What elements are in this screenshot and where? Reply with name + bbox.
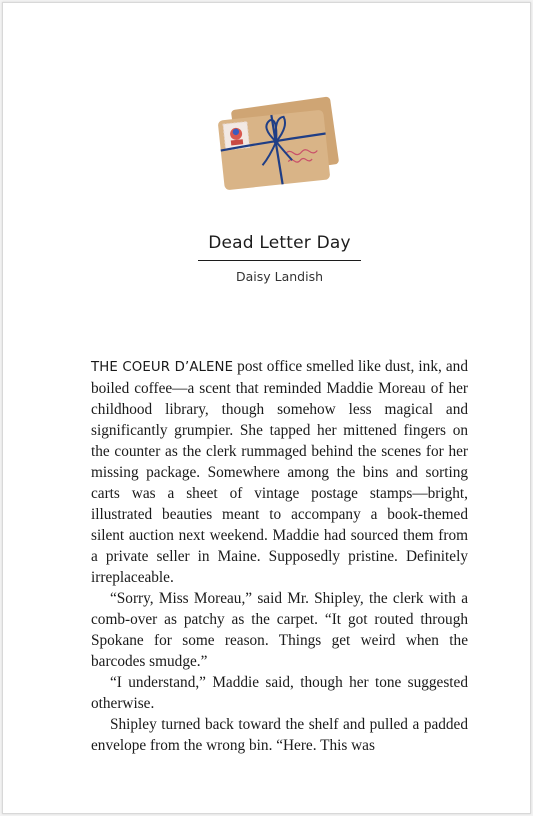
paragraph-1-text: post office smelled like dust, ink, and boiled coffee—a scent that reminded Maddie Moreau of her childhood library, though somehow less magical and significantly grumpier. She tapped her mittened fingers on the counter as the clerk rummaged behind the scenes for her missing package. Somewhere among the bins and sorting carts was a sheet of vintage postage stamps—bright, illustrated beauties meant to accompany a book-themed silent auction next weekend. Maddie had sourced them from a private seller in Maine. Supposedly pristine. Definitely irreplaceable. [91,358,468,586]
paragraph-1 [91,356,468,588]
story-author: Daisy Landish [235,269,324,284]
letter-bundle-icon [213,95,343,195]
story-title: Dead Letter Day [208,233,351,253]
paragraph-3: “I understand,” Maddie said, though her tone suggested otherwise. [91,674,468,712]
book-page [2,2,531,814]
story-body [91,356,468,756]
opening-caps: THE COEUR D’ALENE [91,360,234,375]
paragraph-2: “Sorry, Miss Moreau,” said Mr. Shipley, the clerk with a comb-over as patchy as the carpet. “It got routed through Spokane for some reason. Things get weird when the barcodes smudge.” [91,590,468,670]
title-divider [198,260,361,261]
paragraph-4: Shipley turned back toward the shelf and pulled a padded envelope from the wrong bin. “Here. This was [91,716,468,754]
